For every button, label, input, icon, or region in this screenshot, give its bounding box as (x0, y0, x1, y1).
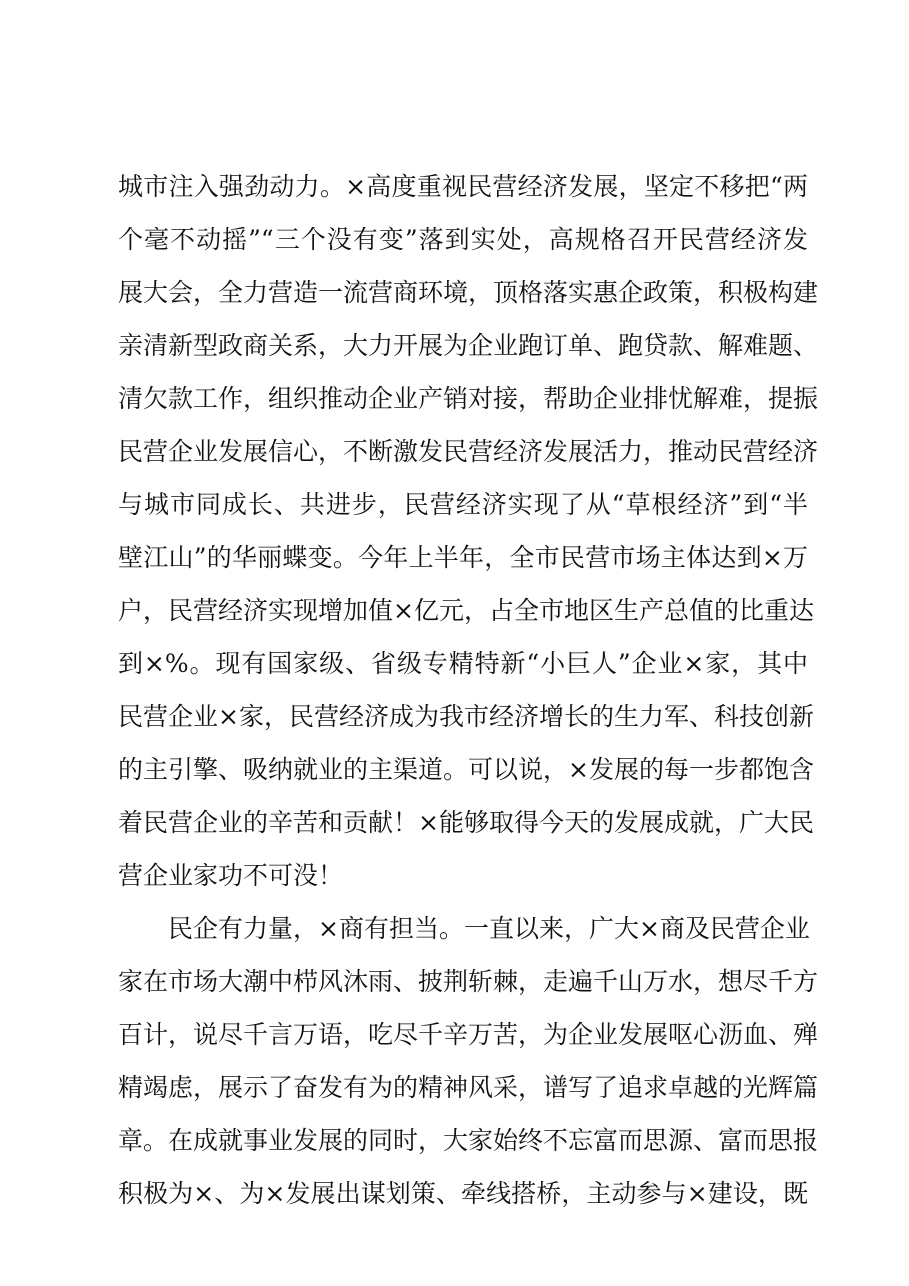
text-line: 户，民营经济实现增加值×亿元，占全市地区生产总值的比重达 (118, 596, 814, 625)
text-line: 个毫不动摇”“三个没有变”落到实处，高规格召开民营经济发 (118, 225, 808, 254)
text-line: 营企业家功不可没！ (118, 861, 344, 890)
text-line: 民营企业发展信心，不断激发民营经济发展活力，推动民营经济 (118, 437, 819, 466)
text-line: 百计，说尽千言万语，吃尽千辛万苦，为企业发展呕心沥血、殚 (118, 1020, 819, 1049)
text-line: 积极为×、为×发展出谋划策、牵线搭桥，主动参与×建设，既 (118, 1179, 808, 1208)
text-line: 展大会，全力营造一流营商环境，顶格落实惠企政策，积极构建 (118, 278, 819, 307)
text-line: 家在市场大潮中栉风沐雨、披荆斩棘，走遍千山万水，想尽千方 (118, 967, 819, 996)
text-line: 壁江山”的华丽蝶变。今年上半年，全市民营市场主体达到×万 (118, 543, 808, 572)
text-line: 清欠款工作，组织推动企业产销对接，帮助企业排忧解难，提振 (118, 384, 819, 413)
text-line: 到×%。现有国家级、省级专精特新“小巨人”企业×家，其中 (118, 649, 808, 678)
text-line: 城市注入强劲动力。×高度重视民营经济发展，坚定不移把“两 (118, 172, 808, 201)
text-line: 精竭虑，展示了奋发有为的精神风采，谱写了追求卓越的光辉篇 (118, 1073, 819, 1102)
text-line: 章。在成就事业发展的同时，大家始终不忘富而思源、富而思报 (118, 1126, 819, 1155)
paragraph-1 (118, 160, 819, 902)
text-line: 着民营企业的辛苦和贡献！×能够取得今天的发展成就，广大民 (118, 808, 814, 837)
text-line: 民营企业×家，民营经济成为我市经济增长的生力军、科技创新 (118, 702, 814, 731)
paragraph-2 (118, 902, 819, 1220)
text-line: 的主引擎、吸纳就业的主渠道。可以说，×发展的每一步都饱含 (118, 755, 814, 784)
text-line: 民企有力量，×商有担当。一直以来，广大×商及民营企业 (168, 914, 810, 943)
text-line: 亲清新型政商关系，大力开展为企业跑订单、跑贷款、解难题、 (118, 331, 819, 360)
document-body (118, 160, 819, 1220)
text-line: 与城市同成长、共进步，民营经济实现了从“草根经济”到“半 (118, 490, 808, 519)
